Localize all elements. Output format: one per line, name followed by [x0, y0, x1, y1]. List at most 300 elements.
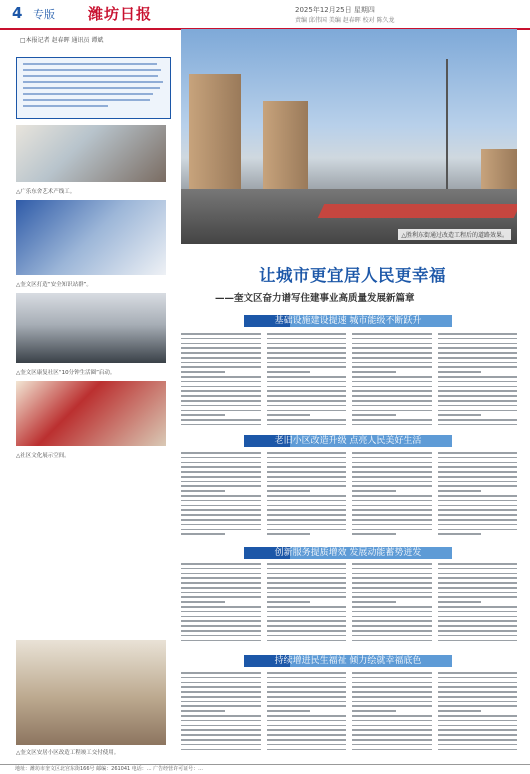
- text-line: [181, 630, 261, 632]
- text-line: [267, 720, 347, 722]
- text-line: [352, 362, 432, 364]
- text-line: [352, 490, 396, 492]
- text-line: [352, 476, 432, 478]
- text-line: [352, 596, 432, 598]
- text-line: [181, 734, 261, 736]
- text-line: [438, 715, 518, 717]
- text-line: [352, 466, 432, 468]
- intro-text: [17, 58, 170, 116]
- text-line: [267, 490, 311, 492]
- text-line: [352, 739, 432, 741]
- text-line: [438, 691, 518, 693]
- text-line: [352, 686, 432, 688]
- article-body: [181, 452, 517, 542]
- text-line: [352, 582, 432, 584]
- text-line: [181, 400, 261, 402]
- text-line: [181, 729, 261, 731]
- text-line: [181, 592, 261, 594]
- text-line: [352, 381, 432, 383]
- text-line: [181, 509, 261, 511]
- text-line: [438, 395, 518, 397]
- text-line: [267, 635, 347, 637]
- text-line: [438, 577, 518, 579]
- text-line: [267, 696, 347, 698]
- text-line: [352, 352, 432, 354]
- text-line: [267, 371, 311, 373]
- text-line: [352, 729, 432, 731]
- text-line: [181, 749, 261, 751]
- intro-box: [16, 57, 171, 119]
- text-line: [267, 476, 347, 478]
- issue-date: 2025年12月25日 星期四: [295, 6, 375, 14]
- text-line: [352, 630, 432, 632]
- text-line: [181, 395, 261, 397]
- text-line: [438, 568, 518, 570]
- text-line: [181, 568, 261, 570]
- text-line: [267, 386, 347, 388]
- text-line: [438, 381, 518, 383]
- text-line: [438, 362, 518, 364]
- text-line: [438, 352, 518, 354]
- editor-credits: 责编 邱伟国 美编 赵春晖 校对 陈久龙: [295, 17, 395, 24]
- text-line: [438, 682, 518, 684]
- text-line: [438, 371, 482, 373]
- text-line: [267, 390, 347, 392]
- byline: □本报记者 赵春晖 通讯员 谭斌: [20, 37, 104, 44]
- text-line: [181, 677, 261, 679]
- text-line: [352, 395, 432, 397]
- text-line: [438, 696, 518, 698]
- text-line: [181, 715, 261, 717]
- street-lamp: [446, 59, 448, 189]
- text-line: [352, 343, 432, 345]
- text-line: [181, 616, 261, 618]
- text-line: [267, 333, 347, 335]
- photo-art-exhibition: [16, 125, 166, 195]
- text-line: [267, 381, 347, 383]
- text-line: [438, 357, 518, 359]
- text-line: [181, 573, 261, 575]
- text-line: [352, 616, 432, 618]
- text-line: [438, 495, 518, 497]
- red-bike-lane: [318, 204, 517, 218]
- text-line: [267, 457, 347, 459]
- text-line: [267, 529, 347, 531]
- text-line: [352, 592, 432, 594]
- text-line: [267, 710, 311, 712]
- text-line: [438, 587, 518, 589]
- text-line: [267, 395, 347, 397]
- text-line: [352, 414, 396, 416]
- text-line: [181, 466, 261, 468]
- text-line: [267, 362, 347, 364]
- photo-caption: △广乐东舍艺术产线工。: [16, 189, 76, 195]
- text-line: [267, 616, 347, 618]
- text-line: [181, 519, 261, 521]
- text-line: [267, 519, 347, 521]
- text-line: [267, 577, 347, 579]
- text-line: [352, 424, 432, 426]
- text-line: [352, 720, 432, 722]
- text-line: [267, 611, 347, 613]
- text-line: [438, 620, 518, 622]
- text-line: [267, 744, 347, 746]
- text-line: [267, 587, 347, 589]
- hero-caption: △胜利东街通过改造工程后的道路效果。: [398, 229, 511, 240]
- building: [189, 74, 241, 189]
- text-line: [438, 366, 518, 368]
- article-body: [181, 333, 517, 429]
- left-photo-column: [16, 125, 169, 515]
- text-line: [181, 452, 261, 454]
- text-line: [438, 701, 518, 703]
- text-line: [438, 343, 518, 345]
- text-line: [352, 725, 432, 727]
- text-line: [267, 606, 347, 608]
- text-line: [181, 620, 261, 622]
- article-subtitle: ——奎文区奋力谱写住建事业高质量发展新篇章: [215, 293, 415, 304]
- text-line: [438, 419, 518, 421]
- text-line: [267, 592, 347, 594]
- text-line: [267, 400, 347, 402]
- text-line: [438, 338, 518, 340]
- text-line: [267, 729, 347, 731]
- text-line: [181, 596, 261, 598]
- text-line: [352, 563, 432, 565]
- section-heading-4: 持续增进民生福祉 倾力绘就幸福底色: [244, 655, 452, 667]
- text-line: [352, 620, 432, 622]
- text-line: [352, 347, 432, 349]
- text-line: [267, 376, 347, 378]
- photo-resettlement-housing: [16, 640, 166, 745]
- text-line: [352, 682, 432, 684]
- text-line: [352, 524, 432, 526]
- photo-safety-station: [16, 200, 166, 288]
- text-line: [438, 466, 518, 468]
- text-line: [438, 729, 518, 731]
- text-line: [438, 640, 518, 642]
- text-line: [352, 519, 432, 521]
- text-line: [181, 686, 261, 688]
- text-line: [181, 529, 261, 531]
- section-heading-3: 创新服务提质增效 发展动能蓄势迸发: [244, 547, 452, 559]
- text-line: [181, 640, 261, 642]
- text-line: [181, 744, 261, 746]
- text-line: [267, 505, 347, 507]
- page-number: 4: [12, 4, 23, 22]
- text-line: [181, 524, 261, 526]
- text-line: [438, 400, 518, 402]
- text-line: [438, 739, 518, 741]
- text-line: [181, 338, 261, 340]
- text-line: [438, 485, 518, 487]
- text-line: [438, 333, 518, 335]
- text-line: [267, 343, 347, 345]
- text-line: [267, 691, 347, 693]
- text-line: [438, 749, 518, 751]
- text-line: [438, 519, 518, 521]
- text-line: [438, 524, 518, 526]
- text-line: [438, 490, 482, 492]
- text-line: [438, 471, 518, 473]
- text-line: [352, 587, 432, 589]
- text-line: [438, 410, 518, 412]
- text-line: [181, 587, 261, 589]
- text-line: [181, 495, 261, 497]
- section-heading-1: 基础设施建设提速 城市能级不断跃升: [244, 315, 452, 327]
- text-line: [267, 672, 347, 674]
- text-line: [438, 509, 518, 511]
- text-line: [352, 514, 432, 516]
- text-line: [267, 357, 347, 359]
- text-line: [181, 563, 261, 565]
- text-line: [438, 414, 482, 416]
- text-line: [181, 720, 261, 722]
- text-line: [267, 466, 347, 468]
- text-line: [181, 682, 261, 684]
- text-line: [267, 739, 347, 741]
- text-line: [181, 601, 225, 603]
- text-line: [181, 606, 261, 608]
- text-line: [352, 410, 432, 412]
- text-line: [352, 462, 432, 464]
- text-line: [181, 390, 261, 392]
- text-line: [352, 696, 432, 698]
- section-heading-2: 老旧小区改造升级 点亮人民美好生活: [244, 435, 452, 447]
- text-line: [352, 338, 432, 340]
- text-line: [267, 352, 347, 354]
- text-line: [438, 592, 518, 594]
- text-line: [352, 419, 432, 421]
- page-footer: 地址：潍坊市奎文区北宫东街166号 邮编：261041 电话：... 广告经营许可证号：...: [0, 764, 530, 774]
- text-line: [438, 390, 518, 392]
- text-line: [181, 424, 261, 426]
- text-line: [352, 485, 432, 487]
- text-line: [181, 471, 261, 473]
- text-line: [267, 410, 347, 412]
- text-line: [352, 701, 432, 703]
- text-line: [352, 635, 432, 637]
- text-line: [438, 476, 518, 478]
- text-line: [352, 710, 396, 712]
- text-line: [181, 376, 261, 378]
- text-line: [267, 725, 347, 727]
- text-line: [267, 462, 347, 464]
- text-line: [438, 376, 518, 378]
- text-line: [181, 533, 225, 535]
- photo-caption: △社区文化展示空间。: [16, 453, 70, 459]
- text-line: [267, 568, 347, 570]
- text-line: [181, 739, 261, 741]
- text-line: [352, 744, 432, 746]
- text-line: [181, 410, 261, 412]
- text-line: [267, 533, 311, 535]
- text-line: [181, 701, 261, 703]
- text-line: [181, 333, 261, 335]
- text-line: [438, 405, 518, 407]
- text-line: [352, 505, 432, 507]
- text-line: [181, 625, 261, 627]
- text-line: [352, 400, 432, 402]
- text-line: [267, 471, 347, 473]
- photo-caption: △奎文区康复社区“10分钟生活圈”启动。: [16, 370, 116, 376]
- text-line: [181, 514, 261, 516]
- text-line: [352, 529, 432, 531]
- text-line: [267, 524, 347, 526]
- text-line: [267, 640, 347, 642]
- text-line: [352, 677, 432, 679]
- text-line: [267, 485, 347, 487]
- text-line: [267, 749, 347, 751]
- text-line: [352, 749, 432, 751]
- text-line: [352, 573, 432, 575]
- text-line: [352, 606, 432, 608]
- text-line: [352, 357, 432, 359]
- text-line: [438, 452, 518, 454]
- text-line: [181, 672, 261, 674]
- text-line: [267, 366, 347, 368]
- text-line: [352, 715, 432, 717]
- text-line: [438, 630, 518, 632]
- text-line: [267, 338, 347, 340]
- text-line: [181, 500, 261, 502]
- text-line: [352, 568, 432, 570]
- text-line: [267, 686, 347, 688]
- text-line: [352, 672, 432, 674]
- text-line: [267, 452, 347, 454]
- text-line: [352, 366, 432, 368]
- text-line: [181, 371, 225, 373]
- text-line: [438, 514, 518, 516]
- text-line: [181, 362, 261, 364]
- text-line: [438, 611, 518, 613]
- text-line: [181, 577, 261, 579]
- text-line: [181, 481, 261, 483]
- text-line: [267, 734, 347, 736]
- text-line: [352, 386, 432, 388]
- building: [481, 149, 517, 194]
- text-line: [352, 405, 432, 407]
- text-line: [352, 640, 432, 642]
- text-line: [267, 405, 347, 407]
- text-line: [438, 672, 518, 674]
- article-title: 让城市更宜居人民更幸福: [259, 266, 446, 285]
- text-line: [267, 630, 347, 632]
- text-line: [267, 701, 347, 703]
- text-line: [352, 611, 432, 613]
- page-header: [0, 0, 530, 30]
- text-line: [267, 582, 347, 584]
- text-line: [352, 371, 396, 373]
- text-line: [438, 386, 518, 388]
- photo-culture-space: [16, 381, 166, 459]
- text-line: [352, 734, 432, 736]
- text-line: [267, 509, 347, 511]
- text-line: [267, 573, 347, 575]
- text-line: [438, 710, 482, 712]
- text-line: [438, 573, 518, 575]
- text-line: [438, 720, 518, 722]
- text-line: [267, 514, 347, 516]
- text-line: [438, 529, 518, 531]
- text-line: [267, 563, 347, 565]
- text-line: [352, 390, 432, 392]
- text-line: [352, 691, 432, 693]
- text-line: [267, 705, 347, 707]
- text-line: [181, 405, 261, 407]
- text-line: [267, 677, 347, 679]
- hero-photo: [181, 29, 517, 244]
- text-line: [181, 691, 261, 693]
- text-line: [181, 381, 261, 383]
- text-line: [267, 625, 347, 627]
- photo-community-launch: [16, 293, 166, 376]
- newspaper-logo: 潍坊日报: [88, 5, 153, 23]
- text-line: [267, 419, 347, 421]
- text-line: [438, 596, 518, 598]
- text-line: [352, 481, 432, 483]
- text-line: [352, 577, 432, 579]
- text-line: [267, 347, 347, 349]
- text-line: [267, 715, 347, 717]
- text-line: [438, 347, 518, 349]
- text-line: [181, 462, 261, 464]
- text-line: [181, 705, 261, 707]
- photo-caption: △奎文区打造“安全知识站群”。: [16, 282, 92, 288]
- text-line: [181, 476, 261, 478]
- text-line: [267, 620, 347, 622]
- text-line: [267, 596, 347, 598]
- text-line: [267, 601, 311, 603]
- text-line: [352, 705, 432, 707]
- text-line: [181, 710, 225, 712]
- text-line: [181, 457, 261, 459]
- text-line: [438, 734, 518, 736]
- text-line: [181, 505, 261, 507]
- text-line: [181, 357, 261, 359]
- text-line: [438, 481, 518, 483]
- text-line: [352, 333, 432, 335]
- text-line: [352, 601, 396, 603]
- text-line: [181, 582, 261, 584]
- text-line: [267, 495, 347, 497]
- text-line: [181, 386, 261, 388]
- text-line: [438, 606, 518, 608]
- text-line: [438, 500, 518, 502]
- text-line: [181, 611, 261, 613]
- section-label: 专版: [33, 8, 55, 21]
- text-line: [438, 601, 482, 603]
- text-line: [352, 452, 432, 454]
- text-line: [181, 696, 261, 698]
- text-line: [352, 376, 432, 378]
- text-line: [267, 500, 347, 502]
- text-line: [181, 635, 261, 637]
- text-line: [181, 485, 261, 487]
- text-line: [438, 677, 518, 679]
- text-line: [352, 495, 432, 497]
- text-line: [438, 725, 518, 727]
- text-line: [352, 457, 432, 459]
- text-line: [181, 343, 261, 345]
- text-line: [181, 725, 261, 727]
- text-line: [438, 462, 518, 464]
- text-line: [352, 625, 432, 627]
- text-line: [438, 563, 518, 565]
- text-line: [352, 471, 432, 473]
- text-line: [181, 419, 261, 421]
- text-line: [352, 533, 396, 535]
